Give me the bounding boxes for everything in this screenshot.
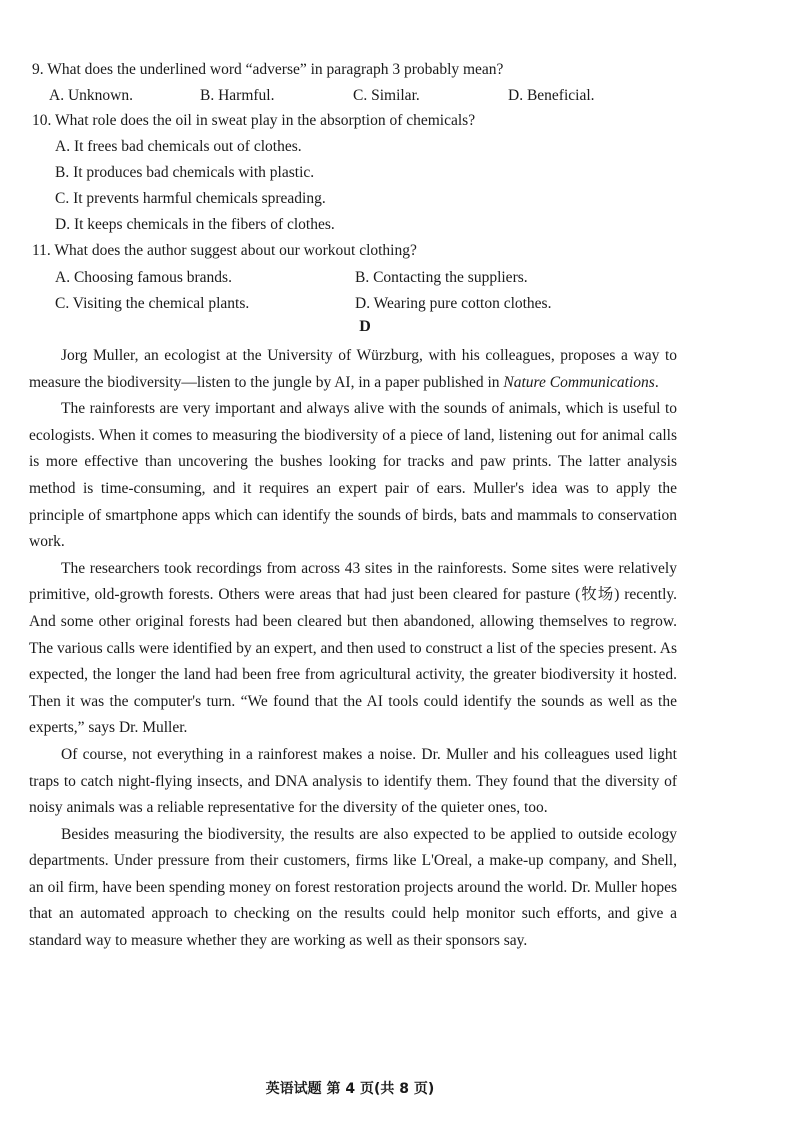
question-11-option-b: B. Contacting the suppliers. xyxy=(355,269,528,286)
question-10-option-b: B. It produces bad chemicals with plastic. xyxy=(55,164,315,181)
question-9-option-b: B. Harmful. xyxy=(200,87,275,104)
question-10-option-a: A. It frees bad chemicals out of clothes. xyxy=(55,138,302,155)
section-heading: D xyxy=(359,318,371,335)
question-9-option-d: D. Beneficial. xyxy=(508,87,595,104)
passage-paragraph-2: The rainforests are very important and always alive with the sounds of animals, which is useful to ecologists. When it comes to measuring the biodiversity of a piece of land, listening out for animal calls is more effective than uncovering the bushes looking for tracks and paw prints. The latter analysis method is time-consuming, and it requires an expert pair of ears. Muller's idea was to apply the principle of smartphone apps which can identify the sounds of birds, bats and mammals to conservation work. xyxy=(29,400,677,551)
passage-paragraph-1: Jorg Muller, an ecologist at the University of Würzburg, with his colleagues, proposes a way to measure the biodiversity—listen to the jungle by AI, in a paper published in Nature Communications. xyxy=(29,347,677,391)
question-10-option-d: D. It keeps chemicals in the fibers of clothes. xyxy=(55,216,335,233)
passage-paragraph-4: Of course, not everything in a rainforest makes a noise. Dr. Muller and his colleagues used light traps to catch night-flying insects, and DNA analysis to identify them. They found that the diversity of noisy animals was a reliable representative for the diversity of the quieter ones, too. xyxy=(29,745,677,817)
question-9-option-c: C. Similar. xyxy=(353,87,420,104)
question-9-stem: 9. What does the underlined word “adverse” in paragraph 3 probably mean? xyxy=(32,61,504,78)
question-11-stem: 11. What does the author suggest about our workout clothing? xyxy=(32,242,417,259)
question-11-option-d: D. Wearing pure cotton clothes. xyxy=(355,295,552,312)
question-11-option-c: C. Visiting the chemical plants. xyxy=(55,295,250,312)
journal-name: Nature Communications xyxy=(503,373,655,391)
passage-paragraph-5: Besides measuring the biodiversity, the results are also expected to be applied to outside ecology departments. Under pressure from their customers, firms like L'Oreal, a make-up company, and Shell, an oil firm, have been spending money on forest restoration projects around the world. Dr. Muller hopes that an automated approach to checking on the results could help monitor such efforts, and give a standard way to measure whether they are working as well as their sponsors say. xyxy=(29,825,677,950)
question-10-option-c: C. It prevents harmful chemicals spreading. xyxy=(55,190,326,207)
reading-passage xyxy=(29,343,677,955)
passage-paragraph-3: The researchers took recordings from across 43 sites in the rainforests. Some sites were relatively primitive, old-growth forests. Others were areas that had just been cleared for pasture (牧场) recently. And some other original forests had been cleared but then abandoned, allowing themselves to regrow. The various calls were identified by an expert, and then used to construct a list of the species present. As expected, the longer the land had been free from agricultural activity, the greater biodiversity it hosted. Then it was the computer's turn. “We found that the AI tools could identify the sounds as well as the experts,” says Dr. Muller. xyxy=(29,559,677,737)
question-11-option-a: A. Choosing famous brands. xyxy=(55,269,232,286)
question-10-stem: 10. What role does the oil in sweat play in the absorption of chemicals? xyxy=(32,112,476,129)
question-9-option-a: A. Unknown. xyxy=(49,87,133,104)
page-footer: 英语试题 第 4 页(共 8 页) xyxy=(265,1081,435,1097)
